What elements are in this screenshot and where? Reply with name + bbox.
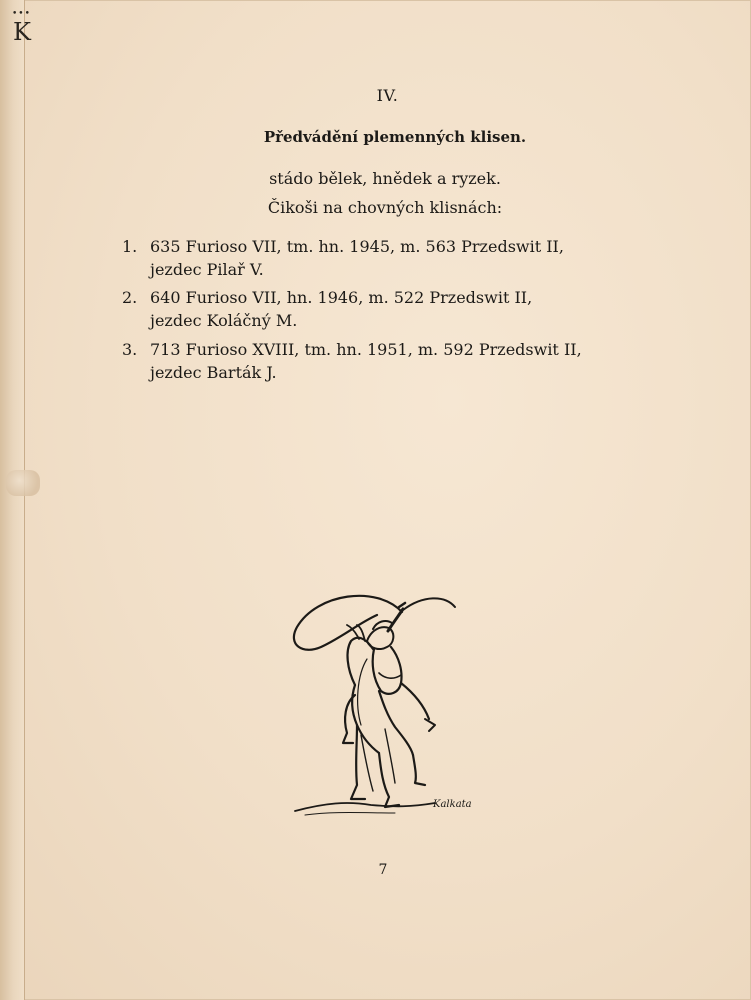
- paper-fold: [6, 470, 40, 496]
- entry-number: 3.: [122, 339, 138, 359]
- subtitle-line-1: stádo bělek, hnědek a ryzek.: [269, 169, 501, 188]
- section-title: Předvádění plemenných klisen.: [263, 128, 527, 146]
- entry-line-2: jezdec Pilař V.: [150, 259, 264, 279]
- page-number: 7: [378, 862, 388, 878]
- list-item: [122, 287, 682, 332]
- entry-text: [150, 339, 682, 384]
- entry-line-2: jezdec Koláčný M.: [150, 311, 298, 331]
- library-mark-icon: ••• K: [12, 9, 31, 46]
- section-numeral: IV.: [376, 86, 399, 105]
- entry-line-1: 713 Furioso XVIII, tm. hn. 1951, m. 592 Przedswit II,: [150, 339, 582, 359]
- binding-gutter: [0, 0, 25, 1000]
- entry-line-2: jezdec Barták J.: [150, 362, 277, 382]
- horse-rider-whip-icon: [285, 585, 495, 820]
- list-item: [122, 339, 682, 384]
- illustration-signature: Kalkata: [433, 799, 472, 810]
- subtitle-line-2: Čikoši na chovných klisnách:: [267, 198, 503, 217]
- entry-list: [122, 236, 682, 390]
- entry-number: 2.: [122, 288, 138, 308]
- entry-line-1: 635 Furioso VII, tm. hn. 1945, m. 563 Przedswit II,: [150, 237, 564, 256]
- entry-text: [150, 287, 682, 332]
- illustration-svg: [285, 585, 495, 820]
- entry-text: [150, 236, 682, 281]
- entry-line-1: 640 Furioso VII, hn. 1946, m. 522 Przedswit II,: [150, 288, 533, 308]
- entry-number: 1.: [122, 237, 138, 256]
- list-item: [122, 236, 682, 281]
